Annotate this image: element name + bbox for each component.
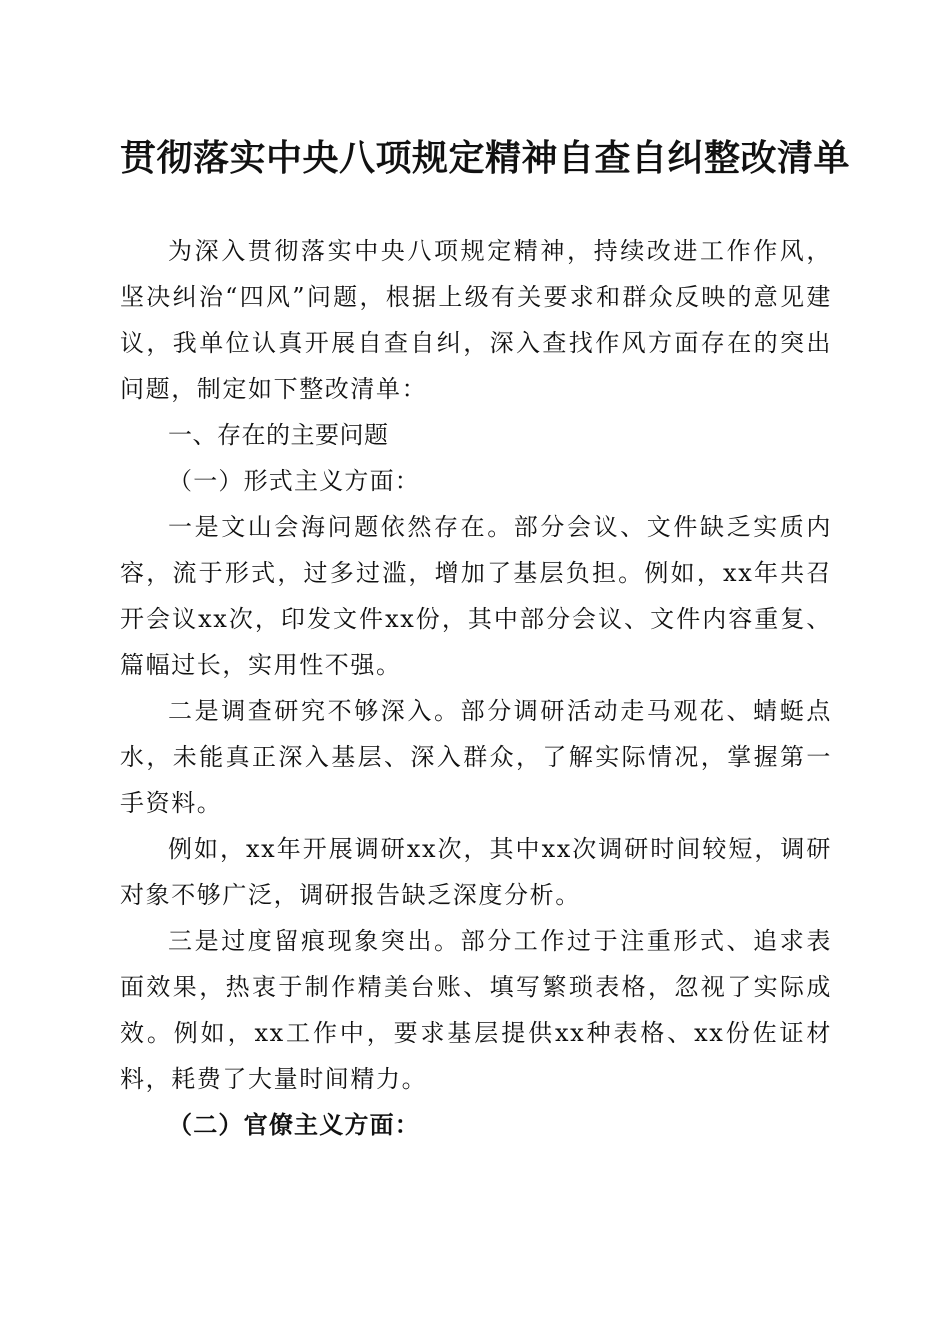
paragraph-text: 部分工作过于注重形式、追求表面效果，热衷于制作精美台账、填写繁琐表格，忽视了实际成效。例如，xx工作中，要求基层提供xx种表格、xx份佐证材料，耗费了大量时间精力。	[120, 927, 832, 1093]
paragraph-lead: 三是过度留痕现象突出。	[168, 927, 461, 955]
paragraph-lead: 一是文山会海问题依然存在。	[168, 513, 514, 541]
document-title: 贯彻落实中央八项规定精神自查自纠整改清单	[120, 137, 851, 179]
intro-paragraph: 为深入贯彻落实中央八项规定精神，持续改进工作作风，坚决纠治“四风”问题，根据上级有关要求和群众反映的意见建议，我单位认真开展自查自纠，深入查找作风方面存在的突出问题，制定如下整改清单：	[120, 237, 832, 403]
paragraph-lead: 二是调查研究不够深入。	[168, 697, 461, 725]
subsection-heading-formalism: （一）形式主义方面：	[168, 467, 420, 495]
document-body	[120, 228, 832, 1148]
paragraph-text: 部分调研活动走马观花、蜻蜓点水，未能真正深入基层、深入群众，了解实际情况，掌握第一手资料。	[120, 697, 832, 817]
paragraph-text: 部分会议、文件缺乏实质内容，流于形式，过多过滥，增加了基层负担。例如，xx年共召开会议xx次，印发文件xx份，其中部分会议、文件内容重复、篇幅过长，实用性不强。	[120, 513, 832, 679]
subsection-heading-bureaucratism: （二）官僚主义方面：	[168, 1110, 420, 1139]
paragraph-excessive-records	[120, 918, 832, 1102]
paragraph-research-example: 例如，xx年开展调研xx次，其中xx次调研时间较短，调研对象不够广泛，调研报告缺乏深度分析。	[120, 835, 832, 909]
paragraph-meetings-documents	[120, 504, 832, 688]
section-heading-main-problems: 一、存在的主要问题	[168, 421, 389, 449]
paragraph-research	[120, 688, 832, 826]
